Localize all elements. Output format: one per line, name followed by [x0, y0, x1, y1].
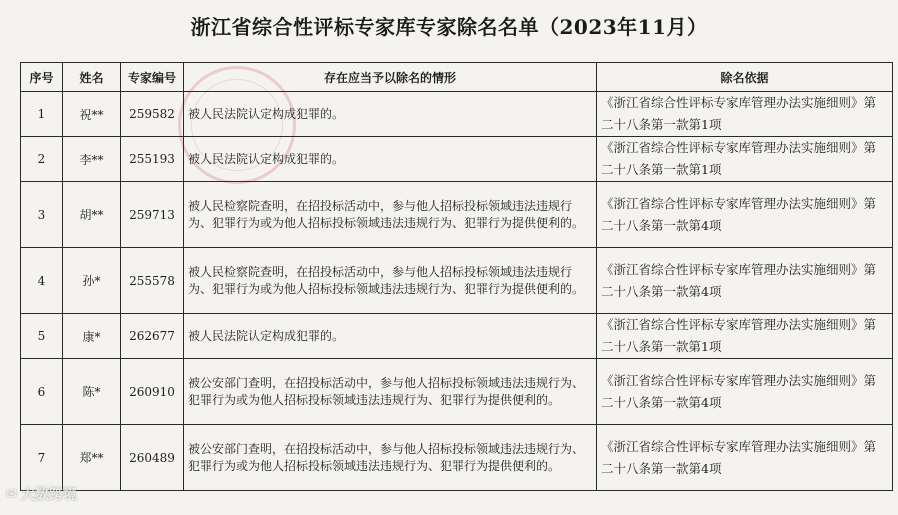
removal-basis: 《浙江省综合性评标专家库管理办法实施细则》第二十八条第一款第1项 — [597, 92, 893, 137]
header-no: 序号 — [21, 63, 63, 92]
removal-circumstance: 被人民法院认定构成犯罪的。 — [184, 314, 597, 359]
row-number: 5 — [21, 314, 63, 359]
expert-name: 祝** — [63, 92, 121, 137]
expert-name: 孙* — [63, 248, 121, 314]
expert-id: 262677 — [121, 314, 184, 359]
expert-id: 259582 — [121, 92, 184, 137]
removal-basis: 《浙江省综合性评标专家库管理办法实施细则》第二十八条第一款第1项 — [597, 314, 893, 359]
expert-name: 李** — [63, 137, 121, 182]
expert-name: 陈* — [63, 359, 121, 425]
expert-removal-table — [20, 62, 893, 491]
table-row — [21, 425, 893, 491]
removal-circumstance: 被人民法院认定构成犯罪的。 — [184, 92, 597, 137]
header-circumstance: 存在应当予以除名的情形 — [184, 63, 597, 92]
expert-id: 255193 — [121, 137, 184, 182]
row-number: 6 — [21, 359, 63, 425]
removal-basis: 《浙江省综合性评标专家库管理办法实施细则》第二十八条第一款第4项 — [597, 182, 893, 248]
removal-circumstance: 被公安部门查明，在招投标活动中，参与他人招标投标领域违法违规行为、犯罪行为或为他人招标投标领域违法违规行为、犯罪行为提供便利的。 — [184, 359, 597, 425]
table-row — [21, 314, 893, 359]
source-logo-icon: ✉ — [6, 486, 17, 502]
expert-id: 255578 — [121, 248, 184, 314]
row-number: 3 — [21, 182, 63, 248]
removal-basis: 《浙江省综合性评标专家库管理办法实施细则》第二十八条第一款第4项 — [597, 359, 893, 425]
expert-name: 郑** — [63, 425, 121, 491]
row-number: 4 — [21, 248, 63, 314]
removal-circumstance: 被人民法院认定构成犯罪的。 — [184, 137, 597, 182]
table-header-row — [21, 63, 893, 92]
table-row — [21, 137, 893, 182]
expert-name: 康* — [63, 314, 121, 359]
header-basis: 除名依据 — [597, 63, 893, 92]
row-number: 1 — [21, 92, 63, 137]
removal-circumstance: 被人民检察院查明，在招投标活动中，参与他人招标投标领域违法违规行为、犯罪行为或为他人招标投标领域违法违规行为、犯罪行为提供便利的。 — [184, 182, 597, 248]
removal-basis: 《浙江省综合性评标专家库管理办法实施细则》第二十八条第一款第4项 — [597, 425, 893, 491]
source-watermark — [6, 484, 77, 504]
table-row — [21, 248, 893, 314]
header-name: 姓名 — [63, 63, 121, 92]
removal-basis: 《浙江省综合性评标专家库管理办法实施细则》第二十八条第一款第1项 — [597, 137, 893, 182]
row-number: 2 — [21, 137, 63, 182]
watermark-text: 大数跨境 — [20, 487, 77, 503]
removal-circumstance: 被公安部门查明，在招投标活动中，参与他人招标投标领域违法违规行为、犯罪行为或为他人招标投标领域违法违规行为、犯罪行为提供便利的。 — [184, 425, 597, 491]
document-title: 浙江省综合性评标专家库专家除名名单（2023年11月） — [190, 15, 708, 39]
removal-basis: 《浙江省综合性评标专家库管理办法实施细则》第二十八条第一款第4项 — [597, 248, 893, 314]
row-number: 7 — [21, 425, 63, 491]
header-expert-id: 专家编号 — [121, 63, 184, 92]
table-row — [21, 182, 893, 248]
removal-circumstance: 被人民检察院查明，在招投标活动中，参与他人招标投标领域违法违规行为、犯罪行为或为他人招标投标领域违法违规行为、犯罪行为提供便利的。 — [184, 248, 597, 314]
expert-id: 260910 — [121, 359, 184, 425]
expert-name: 胡** — [63, 182, 121, 248]
table-row — [21, 359, 893, 425]
expert-id: 259713 — [121, 182, 184, 248]
table-row — [21, 92, 893, 137]
expert-id: 260489 — [121, 425, 184, 491]
